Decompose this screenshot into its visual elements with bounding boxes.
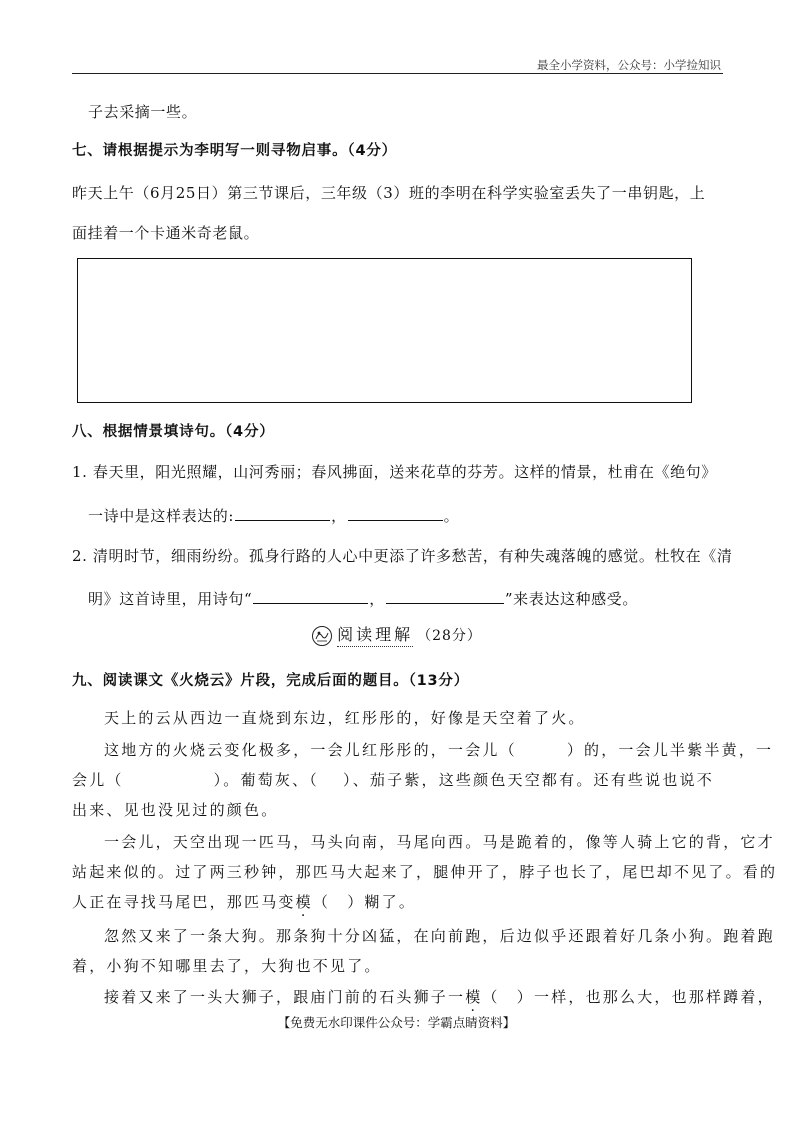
q9-p2-line3: 出来、见也没见过的颜色。 [72,801,279,819]
q9-p2-text-d: ）。葡萄灰、（ [213,771,320,789]
q9-p5-text-a: 接着又来了一头大狮子，跟庙门前的石头狮子一 [104,988,466,1006]
section-title: 阅读理解 [337,622,413,647]
q9-p3-line1: 一会儿，天空出现一匹马，马头向南，马尾向西。马是跪着的，像等人骑上它的背，它才 [104,833,775,851]
q9-p3-line2: 站起来似的。过了两三秒钟，那匹马大起来了，腿伸开了，脖子也长了，尾巴却不见了。看的 [72,863,778,881]
q8-item2-comma: ， [369,590,385,608]
q9-p2-text-a: 这地方的火烧云变化极多，一会儿红彤彤的，一会儿（ [104,741,517,759]
q8-item1-comma: ， [331,507,347,525]
q9-dotted-char-2: 模 [465,988,483,1006]
q8-item2-lead: 明》这首诗里，用诗句“ [88,590,253,608]
header-text: 最全小学资料，公众号：小学捡知识 [537,58,721,72]
q9-p2-line2 [72,769,714,790]
header-divider [72,73,723,74]
q9-p4-line1: 忽然又来了一条大狗。那条狗十分凶猛，在向前跑，后边似乎还跟着好几条小狗。跑着跑 [104,927,775,945]
footer-text: 【免费无水印课件公众号：学霸点睛资料】 [277,1015,516,1030]
q9-p2-line1 [104,739,773,760]
q7-answer-box[interactable] [77,258,692,403]
q8-item1-line2 [88,505,459,526]
q8-item2-blank1[interactable] [253,589,368,604]
q9-p2-text-b: ）的，一会儿半紫半黄，一 [566,741,774,759]
q8-item2-end: ”来表达这种感受。 [504,590,638,608]
reading-section-banner [0,622,793,651]
q8-item1-blank1[interactable] [235,506,330,521]
q8-heading: 八、根据情景填诗句。（4分） [72,424,275,440]
carry-over-text: 子去采摘一些。 [88,103,198,121]
section-score: （28分） [417,628,482,644]
q9-p4-line2: 着，小狗不知哪里去了，大狗也不见了。 [72,957,382,975]
q7-prompt-line1: 昨天上午（6月25日）第三节课后，三年级（3）班的李明在科学实验室丢失了一串钥匙，上 [72,184,706,202]
q8-item1-end: 。 [443,507,460,525]
q8-item1-lead: 一诗中是这样表达的: [88,507,235,525]
q8-item1-line1: 1. 春天里，阳光照耀，山河秀丽；春风拂面，送来花草的芬芳。这样的情景，杜甫在《绝句》 [72,463,717,481]
q9-p2-text-c: 会儿（ [72,771,124,789]
q9-heading: 九、阅读课文《火烧云》片段，完成后面的题目。（13分） [72,673,470,689]
q9-p3-text-b: （ ）糊了。 [312,893,417,911]
q8-item1-blank2[interactable] [348,506,443,521]
q9-paragraph1: 天上的云从西边一直烧到东边，红彤彤的，好像是天空着了火。 [104,709,586,727]
q7-heading: 七、请根据提示为李明写一则寻物启事。（4分） [72,143,397,159]
reading-icon [311,625,333,647]
q9-dotted-char-1: 模 [295,893,313,911]
q8-item2-blank2[interactable] [386,589,504,604]
q9-p3-text-a: 人正在寻找马尾巴，那匹马变 [72,893,296,911]
q9-p5-line1 [104,986,775,1007]
q9-p5-text-b: （ ）一样，也那么大，也那样蹲着， [482,988,775,1006]
q7-prompt-line2: 面挂着一个卡通米奇老鼠。 [72,224,260,242]
q9-p2-text-e: ）、茄子紫，这些颜色天空都有。还有些说也说不 [343,771,714,789]
q8-item2-line2 [88,588,638,609]
q8-item2-line1: 2. 清明时节，细雨纷纷。孤身行路的人心中更添了许多愁苦，有种失魂落魄的感觉。杜牧在《清 [72,547,733,565]
q9-p3-line3 [72,891,416,912]
